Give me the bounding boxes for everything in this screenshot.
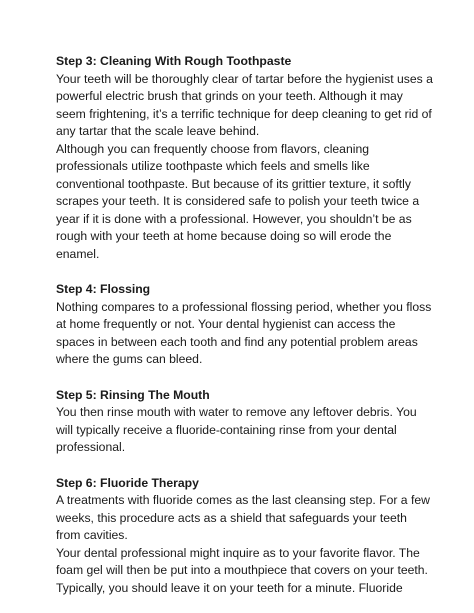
section-paragraph: Your teeth will be thoroughly clear of tartar before the hygienist uses a powerful electric brush that grinds on your teeth. Although it may seem frightening, it’s a terrific technique for deep cleaning to get rid of any tartar that the scale leave behind. [56,71,433,138]
section-heading: Step 6: Fluoride Therapy [56,475,199,490]
section-paragraph: You then rinse mouth with water to remove any leftover debris. You will typically receive a fluoride-containing rinse from your dental professional. [56,405,417,454]
section-paragraph: A treatments with fluoride comes as the last cleansing step. For a few weeks, this procedure acts as a shield that safeguards your teeth from cavities. [56,493,430,542]
section-step-3 [56,53,434,263]
section-heading: Step 4: Flossing [56,282,151,296]
section-step-4 [56,281,434,369]
section-paragraph: Your dental professional might inquire as to your favorite flavor. The foam gel will then be put into a mouthpiece that covers on your teeth. Typically, you should leave it on your teeth for a minute. Fluoride [56,545,428,595]
section-step-6 [56,475,434,598]
section-paragraph: Although you can frequently choose from flavors, cleaning professionals utilize toothpaste which feels and smells like conventional toothpaste. But because of its grittier texture, it softly scrapes your teeth. It is considered safe to polish your teeth twice a year if it is done with a professional. However, you shouldn’t be as rough with your teeth at home because doing so will erode the enamel. [56,141,420,261]
document-page [56,53,434,597]
section-paragraph: Nothing compares to a professional flossing period, whether you floss at home frequently or not. Your dental hygienist can access the spaces in between each tooth and find any potential problem areas where the gums can bleed. [56,299,432,366]
section-heading: Step 3: Cleaning With Rough Toothpaste [56,54,292,68]
section-heading: Step 5: Rinsing The Mouth [56,387,210,402]
section-step-5 [56,387,434,457]
